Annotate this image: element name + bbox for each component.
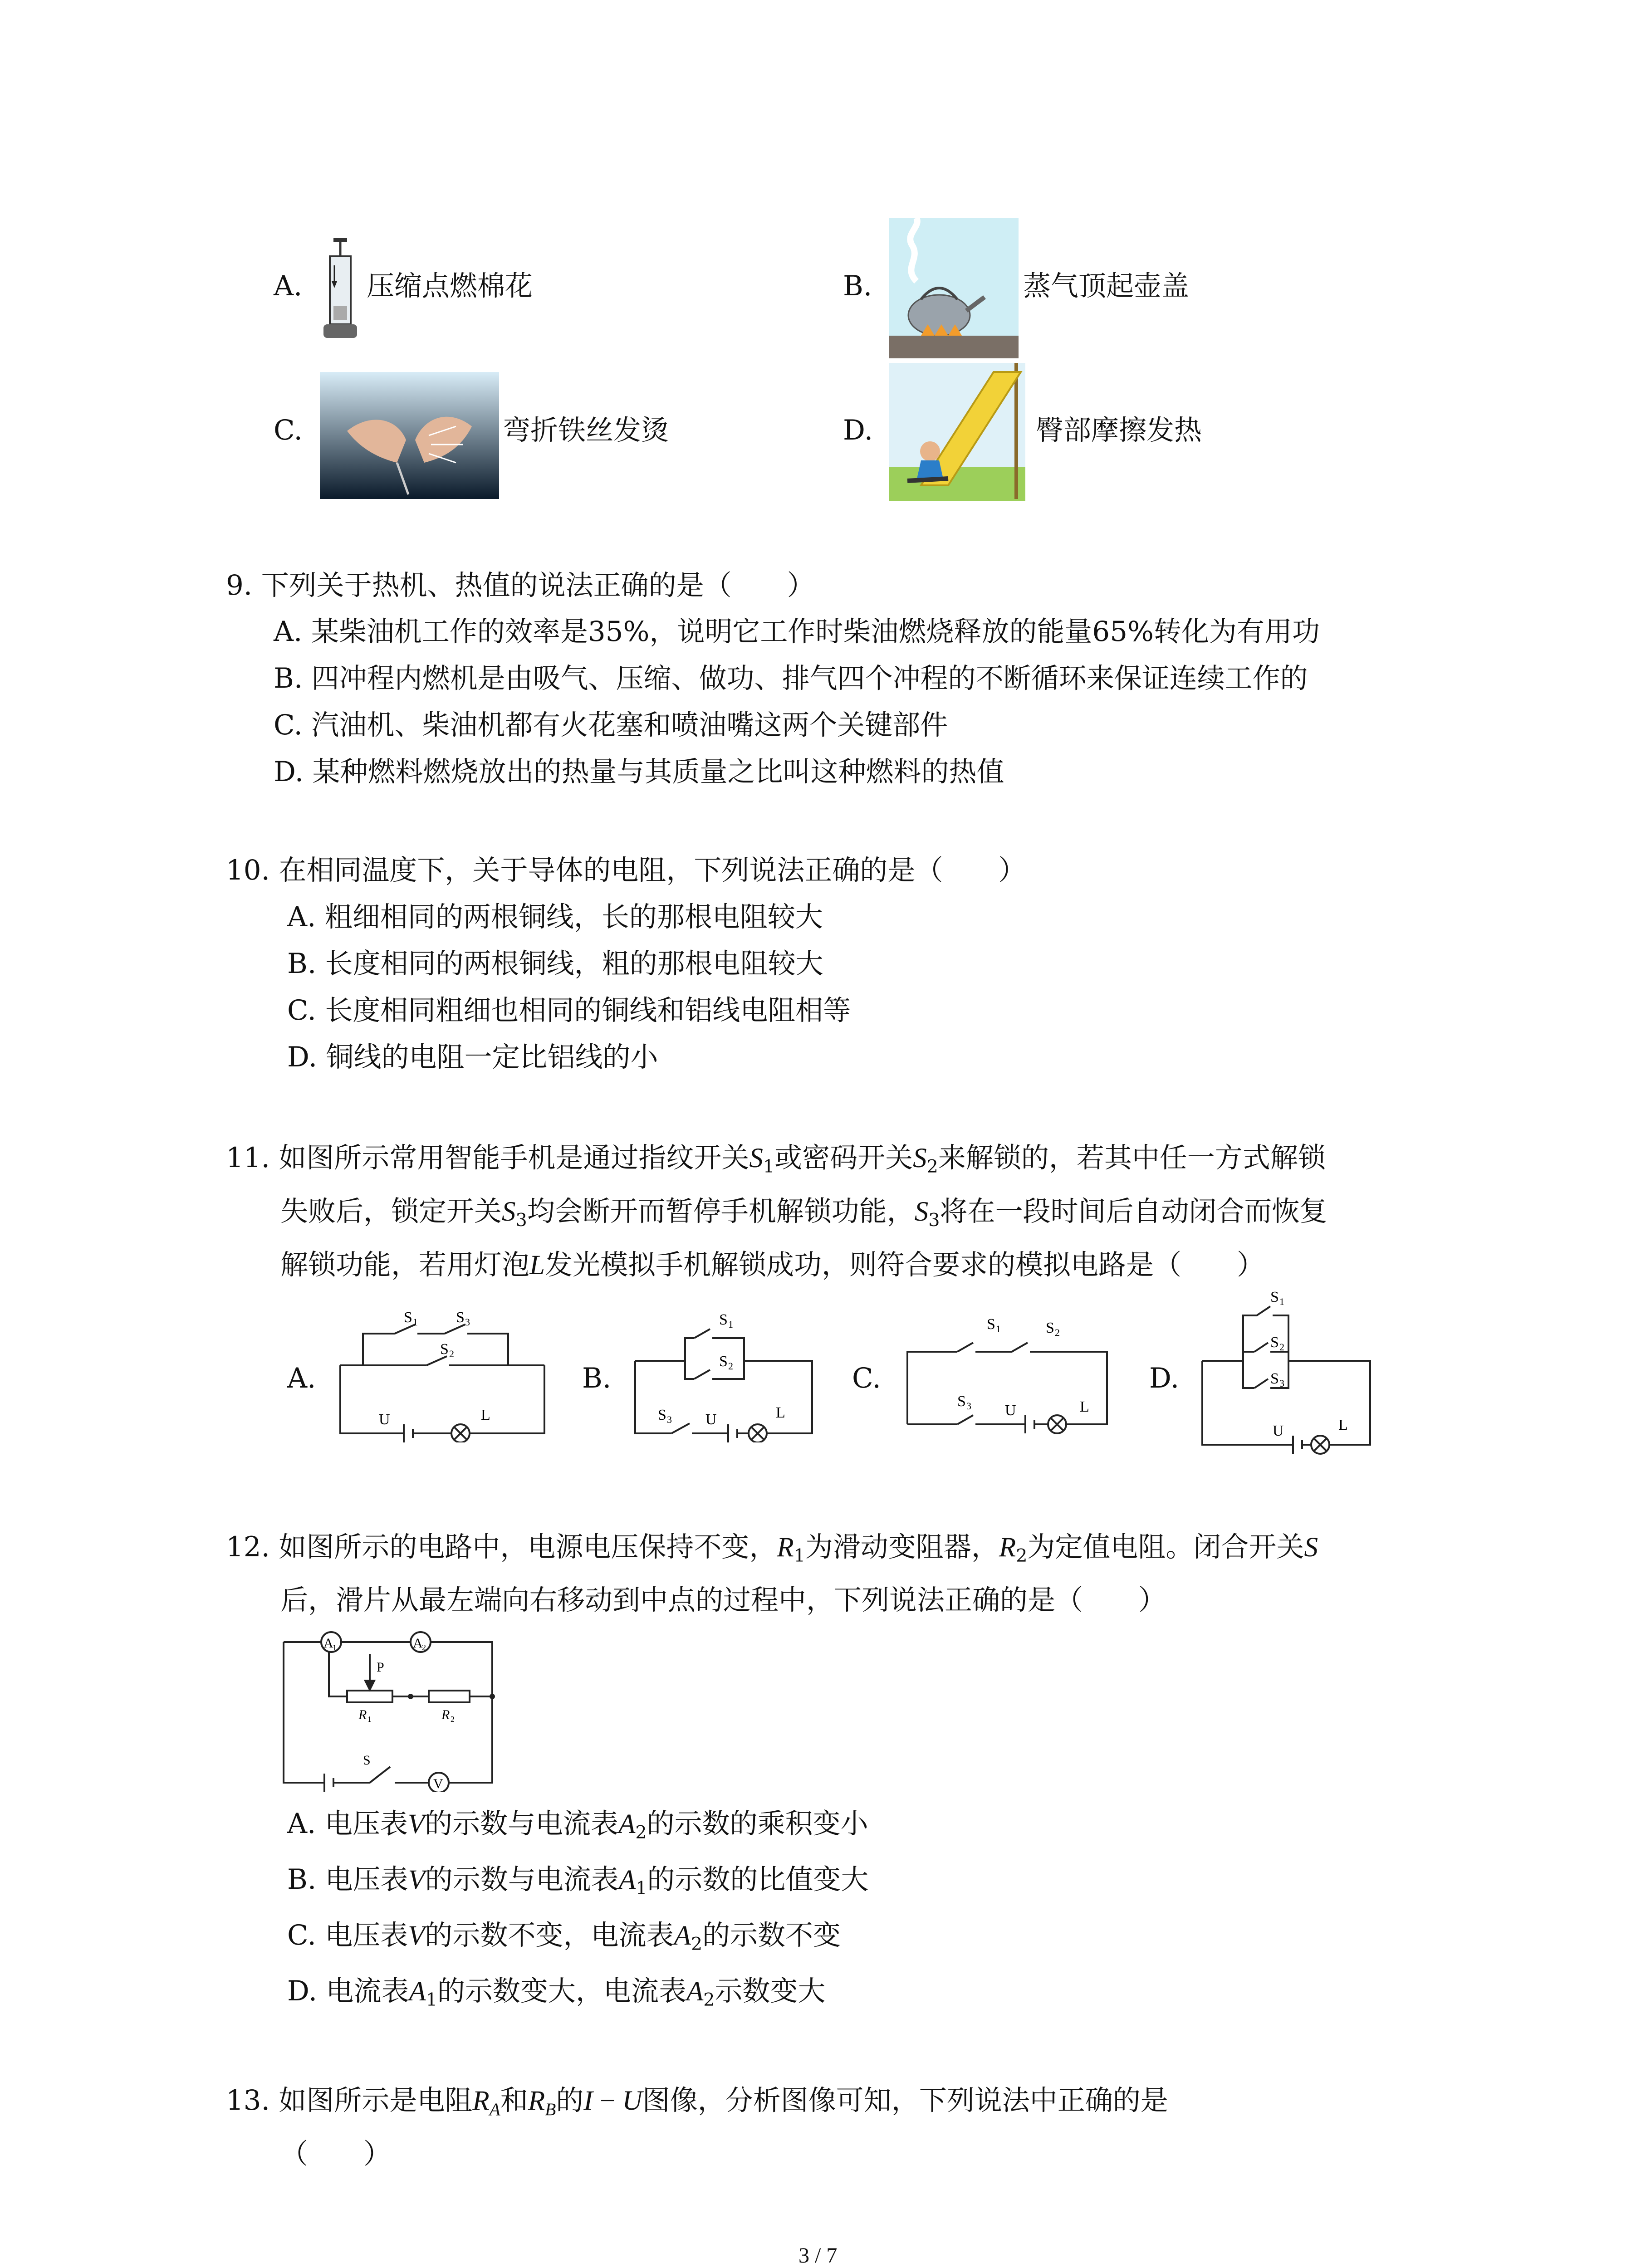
q10-option-c: C. 长度相同粗细也相同的铜线和铝线电阻相等 — [287, 994, 851, 1026]
svg-text:S: S — [1270, 1334, 1279, 1351]
q11-circuit-a-letter: A. — [287, 1362, 316, 1394]
svg-text:3: 3 — [465, 1316, 470, 1328]
q8-option-c-text: 弯折铁丝发烫 — [503, 414, 669, 446]
svg-text:S: S — [404, 1309, 412, 1326]
page-number: 3 / 7 — [798, 2244, 838, 2268]
q8-option-d-text: 臀部摩擦发热 — [1036, 414, 1202, 446]
svg-text:S: S — [719, 1311, 728, 1328]
q11-line-2: 失败后，锁定开关$S_3$均会断开而暂停手机解锁功能，$S_3$将在一段时间后自动闭合而恢复 — [280, 1195, 1327, 1231]
svg-text:L: L — [1338, 1417, 1348, 1433]
svg-text:2: 2 — [451, 1715, 455, 1724]
svg-text:S: S — [363, 1753, 371, 1768]
q12-circuit — [279, 1628, 501, 1792]
q10-stem: 10. 在相同温度下，关于导体的电阻，下列说法正确的是（ ） — [226, 854, 1026, 886]
svg-text:S: S — [987, 1316, 995, 1333]
q8-option-c-letter: C. — [274, 414, 303, 446]
q10-option-a: A. 粗细相同的两根铜线，长的那根电阻较大 — [287, 901, 823, 933]
q8-option-a-letter: A. — [274, 270, 303, 302]
q11-circuit-b — [631, 1302, 817, 1442]
svg-text:U: U — [1005, 1402, 1016, 1419]
q8-option-a-text: 压缩点燃棉花 — [367, 270, 533, 302]
svg-text:1: 1 — [367, 1715, 372, 1724]
svg-text:U: U — [1273, 1422, 1284, 1439]
svg-text:S: S — [658, 1407, 666, 1423]
svg-text:V: V — [433, 1776, 443, 1791]
slide-figure — [889, 363, 1025, 501]
q8-option-d-letter: D. — [843, 414, 873, 446]
svg-text:L: L — [481, 1407, 490, 1423]
q11-circuit-c — [903, 1306, 1116, 1438]
q11-circuit-c-letter: C. — [852, 1362, 881, 1394]
svg-text:2: 2 — [449, 1348, 454, 1359]
q12-option-b: B. 电压表V的示数与电流表$A_1$的示数的比值变大 — [287, 1863, 869, 1899]
q11-circuit-b-letter: B. — [582, 1362, 612, 1394]
q10-option-b: B. 长度相同的两根铜线，粗的那根电阻较大 — [287, 948, 823, 980]
svg-text:L: L — [776, 1404, 785, 1421]
q8-option-b-text: 蒸气顶起壶盖 — [1023, 270, 1190, 302]
svg-text:1: 1 — [1279, 1296, 1284, 1307]
svg-text:A: A — [323, 1636, 333, 1651]
svg-text:S: S — [440, 1341, 449, 1358]
q11-circuit-d-letter: D. — [1149, 1362, 1180, 1394]
svg-text:1: 1 — [996, 1323, 1001, 1334]
svg-text:2: 2 — [1279, 1341, 1284, 1353]
svg-text:S: S — [719, 1353, 728, 1370]
q11-line-3: 解锁功能，若用灯泡L发光模拟手机解锁成功，则符合要求的模拟电路是（ ） — [280, 1249, 1264, 1281]
svg-text:3: 3 — [966, 1400, 971, 1412]
q8-option-b-letter: B. — [843, 270, 872, 302]
q12-line-1: 12. 如图所示的电路中，电源电压保持不变，$R_1$为滑动变阻器，$R_2$为定值电阻。闭合开关S — [226, 1531, 1318, 1566]
q12-option-d: D. 电流表$A_1$的示数变大，电流表$A_2$示数变大 — [287, 1975, 826, 2010]
svg-text:U: U — [379, 1411, 390, 1428]
svg-text:2: 2 — [1055, 1327, 1060, 1338]
svg-text:1: 1 — [333, 1643, 337, 1652]
kettle-figure — [889, 218, 1019, 358]
q9-stem: 9. 下列关于热机、热值的说法正确的是（ ） — [226, 569, 815, 601]
svg-text:L: L — [1080, 1398, 1089, 1415]
svg-text:S: S — [456, 1309, 465, 1326]
q9-option-d: D. 某种燃料燃烧放出的热量与其质量之比叫这种燃料的热值 — [274, 756, 1004, 788]
q9-option-c: C. 汽油机、柴油机都有火花塞和喷油嘴这两个关键部件 — [274, 709, 948, 741]
q9-option-a: A. 某柴油机工作的效率是35%，说明它工作时柴油燃烧释放的能量65%转化为有用功 — [274, 616, 1320, 648]
svg-text:2: 2 — [728, 1360, 733, 1372]
svg-text:S: S — [1270, 1370, 1279, 1387]
q11-circuit-a — [336, 1302, 554, 1442]
q11-line-1: 11. 如图所示常用智能手机是通过指纹开关$S_1$或密码开关$S_2$来解锁的，若其中任一方式解锁 — [226, 1142, 1326, 1177]
svg-text:S: S — [957, 1393, 966, 1410]
q10-option-d: D. 铜线的电阻一定比铝线的小 — [287, 1041, 658, 1073]
q11-circuit-d — [1198, 1288, 1379, 1456]
svg-text:R: R — [441, 1707, 450, 1722]
q12-option-a: A. 电压表V的示数与电流表$A_2$的示数的乘积变小 — [287, 1808, 868, 1843]
q12-line-2: 后，滑片从最左端向右移动到中点的过程中，下列说法正确的是（ ） — [280, 1584, 1166, 1616]
svg-text:P: P — [377, 1660, 384, 1675]
svg-text:S: S — [1046, 1320, 1054, 1336]
svg-text:3: 3 — [667, 1414, 672, 1425]
svg-text:2: 2 — [422, 1643, 426, 1652]
q9-option-b: B. 四冲程内燃机是由吸气、压缩、做功、排气四个冲程的不断循环来保证连续工作的 — [274, 662, 1308, 694]
svg-text:R: R — [358, 1707, 367, 1722]
svg-text:U: U — [705, 1411, 717, 1428]
bending-wire-figure — [320, 372, 499, 499]
svg-text:1: 1 — [413, 1316, 418, 1328]
svg-text:A: A — [413, 1636, 423, 1651]
q12-option-c: C. 电压表V的示数不变，电流表$A_2$的示数不变 — [287, 1919, 841, 1955]
svg-text:3: 3 — [1279, 1378, 1284, 1389]
q13-line-2: （ ） — [280, 2138, 392, 2170]
svg-text:S: S — [1270, 1289, 1279, 1305]
compression-syringe-figure — [320, 229, 361, 349]
svg-text:1: 1 — [728, 1319, 733, 1330]
q13-line-1: 13. 如图所示是电阻$R_A$和$R_B$的I − U图像，分析图像可知，下列说法中正确的是 — [226, 2084, 1168, 2119]
